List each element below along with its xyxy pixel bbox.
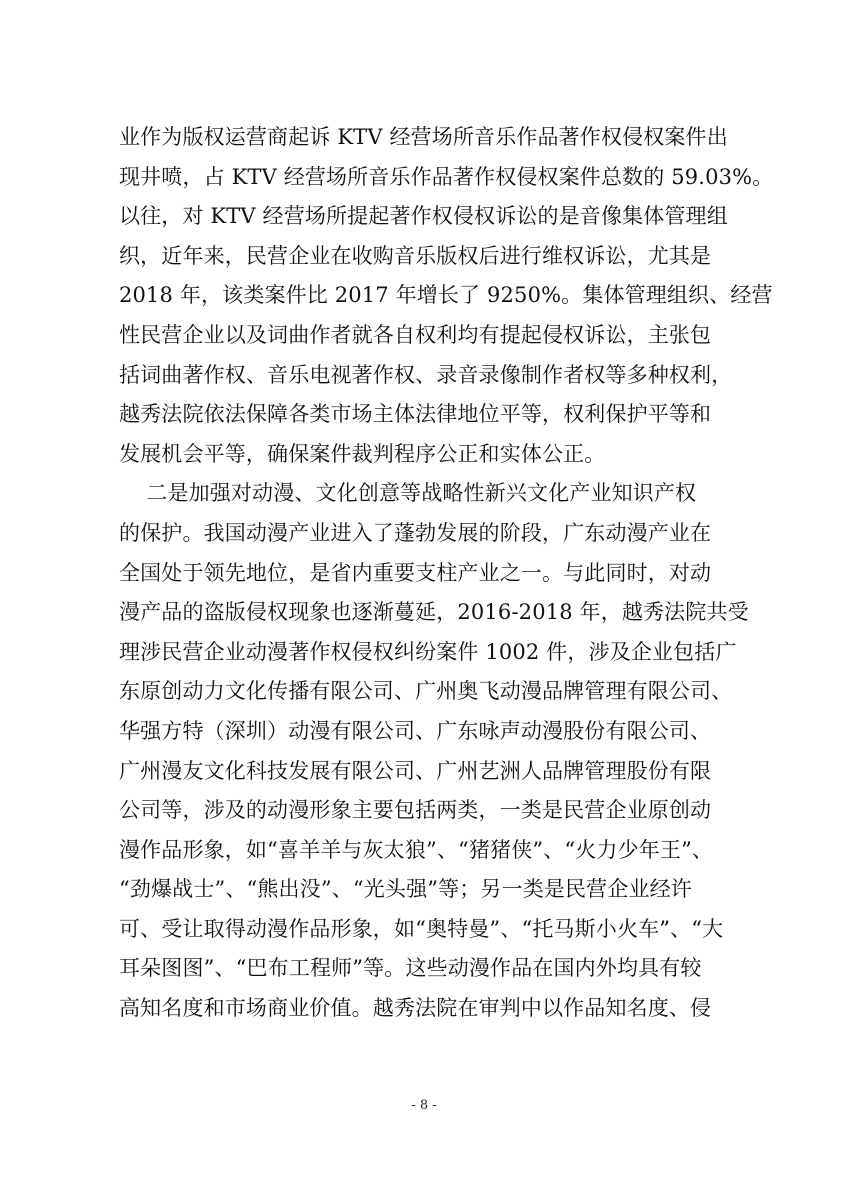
text-line: 发展机会平等，确保案件裁判程序公正和实体公正。 [119,441,606,466]
text-line: 全国处于领先地位，是省内重要支柱产业之一。与此同时，对动 [119,560,712,585]
text-line: 的保护。我国动漫产业进入了蓬勃发展的阶段，广东动漫产业在 [119,520,712,545]
text-line: 越秀法院依法保障各类市场主体法律地位平等，权利保护平等和 [119,402,712,427]
text-line: 以往，对 KTV 经营场所提起著作权侵权诉讼的是音像集体管理组 [119,204,728,229]
paragraph-start-line: 二是加强对动漫、文化创意等战略性新兴文化产业知识产权 [119,481,697,506]
text-line: 漫产品的盗版侵权现象也逐渐蔓延，2016-2018 年，越秀法院共受 [119,600,749,625]
text-line: 性民营企业以及词曲作者就各自权利均有提起侵权诉讼，主张包 [119,322,712,347]
text-line: 现井喷，占 KTV 经营场所音乐作品著作权侵权案件总数的 59.03%。 [119,164,774,189]
text-line: 2018 年，该类案件比 2017 年增长了 9250%。集体管理组织、经营 [119,283,773,308]
text-line: 高知名度和市场商业价值。越秀法院在审判中以作品知名度、侵 [119,996,712,1021]
text-line: 可、受让取得动漫作品形象，如“奥特曼”、“托马斯小火车”、“大 [119,916,724,941]
text-line: 耳朵图图”、“巴布工程师”等。这些动漫作品在国内外均具有较 [119,956,702,981]
text-line: 织，近年来，民营企业在收购音乐版权后进行维权诉讼，尤其是 [119,243,712,268]
text-line: 括词曲著作权、音乐电视著作权、录音录像制作者权等多种权利， [119,362,733,387]
text-line: “劲爆战士”、“熊出没”、“光头强”等；另一类是民营企业经许 [119,877,692,902]
text-line: 业作为版权运营商起诉 KTV 经营场所音乐作品著作权侵权案件出 [119,125,728,149]
text-line: 理涉民营企业动漫著作权侵权纠纷案件 1002 件，涉及企业包括广 [119,639,737,664]
text-line: 华强方特（深圳）动漫有限公司、广东咏声动漫股份有限公司、 [119,718,712,743]
body-text [119,118,774,1029]
text-line: 漫作品形象，如“喜羊羊与灰太狼”、“猪猪侠”、“火力少年王”、 [119,837,714,862]
text-line: 广州漫友文化科技发展有限公司、广州艺洲人品牌管理股份有限 [119,758,712,783]
text-line: 东原创动力文化传播有限公司、广州奥飞动漫品牌管理有限公司、 [119,679,733,704]
page-number: - 8 - [411,1098,437,1113]
text-line: 公司等，涉及的动漫形象主要包括两类，一类是民营企业原创动 [119,798,712,823]
